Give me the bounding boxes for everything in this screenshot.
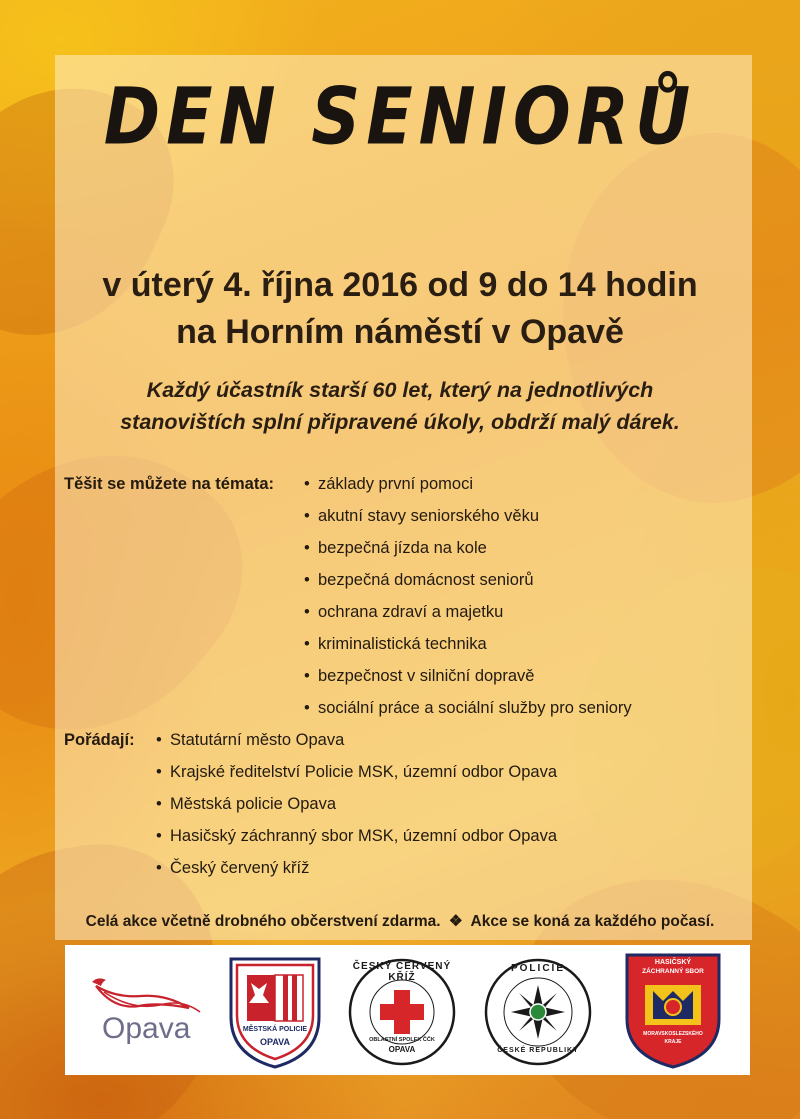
topic-item: • akutní stavy seniorského věku: [304, 507, 540, 525]
organizer-item: • Městská policie Opava: [156, 795, 336, 813]
bullet-icon: •: [156, 859, 162, 877]
police-text-bottom: ČESKÉ REPUBLIKY: [497, 1047, 579, 1054]
topic-item: • bezpečná domácnost seniorů: [304, 571, 534, 589]
topic-item: • sociální práce a sociální služby pro seniory: [304, 699, 632, 717]
hasici-text-line4: KRAJE: [664, 1039, 682, 1045]
police-text-top: POLICIE: [510, 963, 565, 974]
topic-item: • bezpečnost v silniční dopravě: [304, 667, 535, 685]
intro-line-1: Každý účastník starší 60 let, který na jednotlivých: [146, 378, 654, 402]
topic-item: • bezpečná jízda na kole: [304, 539, 487, 557]
bullet-icon: •: [156, 795, 162, 813]
bullet-icon: •: [304, 667, 310, 685]
hasici-text-line3: MORAVSKOSLEZSKÉHO: [643, 1031, 703, 1037]
organizer-item: • Hasičský záchranný sbor MSK, územní odbor Opava: [156, 827, 558, 845]
red-cross-text-line1: OBLASTNÍ SPOLEK ČČK: [369, 1037, 435, 1043]
topic-item: • základy první pomoci: [304, 475, 473, 493]
hasici-text-line1: HASIČSKÝ: [654, 959, 692, 966]
hasici-text-line2: ZÁCHRANNÝ SBOR: [642, 968, 704, 975]
policie-cr-logo: [483, 957, 593, 1067]
bullet-icon: •: [304, 699, 310, 717]
red-cross-text-line2: OPAVA: [388, 1045, 416, 1054]
mestska-policie-logo: [225, 953, 325, 1071]
organizer-item: • Krajské ředitelství Policie MSK, územní odbor Opava: [156, 763, 558, 781]
hasici-logo: [623, 951, 723, 1071]
topic-item: • ochrana zdraví a majetku: [304, 603, 504, 621]
organizer-item: • Český červený kříž: [156, 859, 310, 877]
poster-title: DEN SENIORŮ: [103, 72, 697, 163]
cerveny-kriz-logo: [347, 957, 457, 1067]
topic-item: • kriminalistická technika: [304, 635, 487, 653]
bullet-icon: •: [156, 827, 162, 845]
organizers-label: Pořádají:: [64, 731, 135, 749]
opava-logo-text: Opava: [102, 1012, 191, 1045]
opava-logo: [80, 970, 210, 1055]
crest-text-line2: OPAVA: [259, 1037, 290, 1047]
bullet-icon: •: [304, 571, 310, 589]
separator-icon: ❖: [448, 913, 463, 930]
organizer-item: • Statutární město Opava: [156, 731, 345, 749]
bullet-icon: •: [304, 635, 310, 653]
bullet-icon: •: [304, 603, 310, 621]
footer-note: Celá akce včetně drobného občerstvení zdarma. ❖ Akce se koná za každého počasí.: [85, 913, 715, 930]
city-crest-icon: [225, 953, 325, 1071]
bullet-icon: •: [304, 539, 310, 557]
location-line: na Horním náměstí v Opavě: [176, 313, 624, 351]
red-cross-arc-text: ČESKÝ ČERVENÝ KŘÍŽ: [352, 961, 452, 983]
topics-label: Těšit se můžete na témata:: [64, 475, 274, 493]
crest-text-line1: MĚSTSKÁ POLICIE: [242, 1026, 308, 1033]
bullet-icon: •: [156, 763, 162, 781]
logo-band: [65, 945, 750, 1075]
intro-line-2: stanovištích splní připravené úkoly, obdrží malý dárek.: [120, 410, 680, 434]
bullet-icon: •: [304, 475, 310, 493]
bullet-icon: •: [304, 507, 310, 525]
date-time-line: v úterý 4. října 2016 od 9 do 14 hodin: [102, 266, 698, 304]
bullet-icon: •: [156, 731, 162, 749]
